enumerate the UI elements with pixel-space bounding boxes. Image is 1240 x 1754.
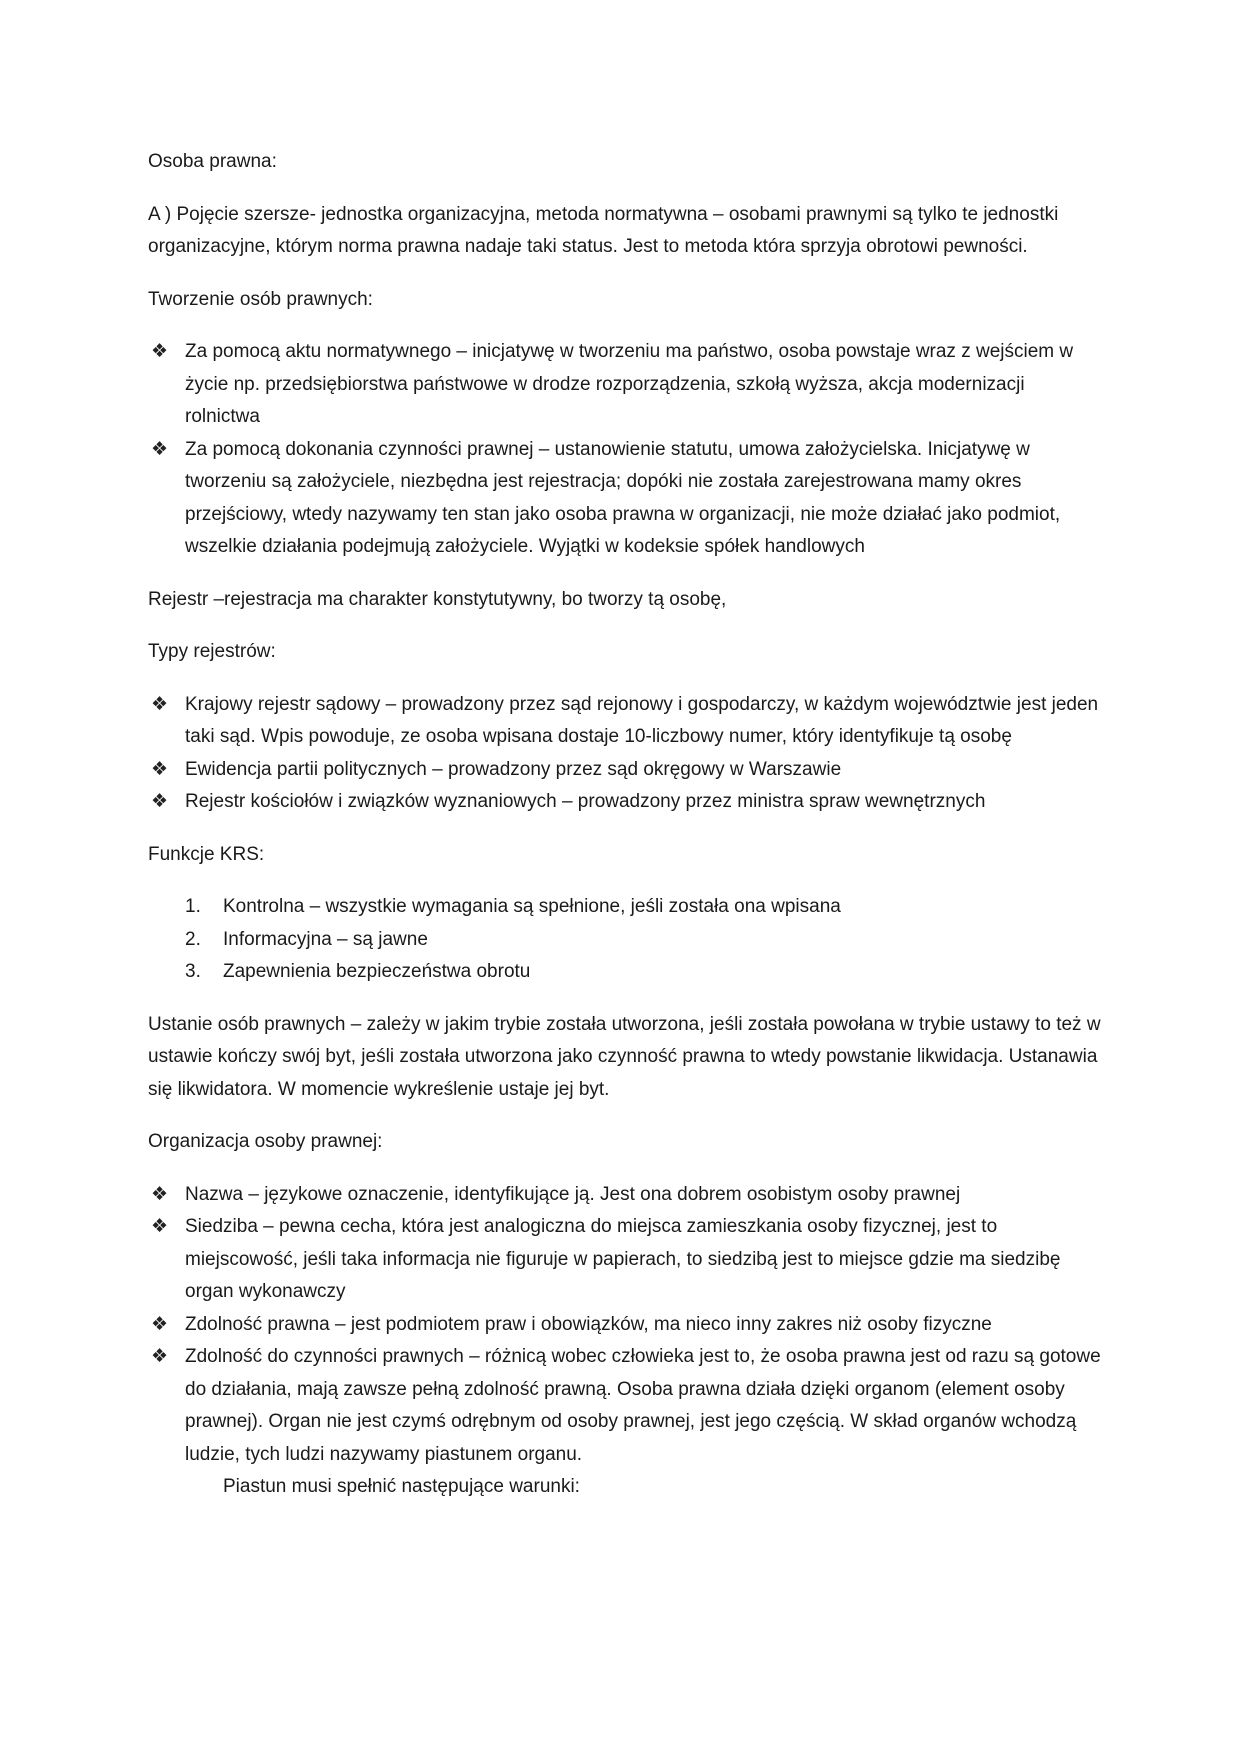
list-item: [148, 1179, 1103, 1212]
list-item-text: Informacyjna – są jawne: [223, 928, 428, 950]
funkcje-list: [148, 891, 1103, 989]
list-item: [148, 891, 1103, 924]
diamond-bullet-icon: ❖: [151, 1313, 169, 1335]
heading-typy-rejestrow: Typy rejestrów:: [148, 641, 276, 662]
list-item-text: Rejestr kościołów i związków wyznaniowych – prowadzony przez ministra spraw wewnętrznych: [185, 791, 986, 812]
tworzenie-list: [148, 336, 1103, 564]
diamond-bullet-icon: ❖: [151, 693, 169, 715]
diamond-bullet-icon: ❖: [151, 791, 169, 812]
list-item-text: Zdolność do czynności prawnych – różnicą wobec człowieka jest to, że osoba prawna jest od razu są gotowe do działania, mają zawsze pełną zdolność prawną. Osoba prawna działa dzięki organom (element osoby prawnej). Organ nie jest czymś odrębnym od osoby prawnej, jest jego częścią. W skład organów wchodzą ludzie, tych ludzi nazywamy piastunem organu.: [185, 1346, 1101, 1465]
list-number: 1.: [185, 896, 201, 917]
list-item-text: Krajowy rejestr sądowy – prowadzony przez sąd rejonowy i gospodarczy, w każdym województwie jest jeden taki sąd. Wpis powoduje, ze osoba wpisana dostaje 10-liczbowy numer, który identyfikuje tą osobę: [185, 693, 1099, 747]
list-item-text: Kontrolna – wszystkie wymagania są spełnione, jeśli została ona wpisana: [223, 896, 841, 917]
list-item: [148, 786, 1103, 819]
list-item: [148, 956, 1103, 989]
document-body: [148, 146, 1103, 1504]
list-item: [148, 754, 1103, 787]
list-item-text: Nazwa – językowe oznaczenie, identyfikujące ją. Jest ona dobrem osobistym osoby prawnej: [185, 1183, 961, 1205]
typy-list: [148, 689, 1103, 819]
list-number: 2.: [185, 928, 201, 950]
diamond-bullet-icon: ❖: [151, 1216, 169, 1237]
diamond-bullet-icon: ❖: [151, 1346, 169, 1367]
list-number: 3.: [185, 961, 201, 982]
diamond-bullet-icon: ❖: [151, 1183, 169, 1205]
list-item: [148, 434, 1103, 564]
list-item-text: Zdolność prawna – jest podmiotem praw i obowiązków, ma nieco inny zakres niż osoby fizyczne: [185, 1313, 992, 1335]
list-item-text: Ewidencja partii politycznych – prowadzony przez sąd okręgowy w Warszawie: [185, 758, 842, 780]
heading-organizacja: Organizacja osoby prawnej:: [148, 1131, 383, 1152]
diamond-bullet-icon: ❖: [151, 758, 169, 780]
paragraph-rejestr: Rejestr –rejestracja ma charakter konstytutywny, bo tworzy tą osobę,: [148, 588, 727, 610]
heading-funkcje-krs: Funkcje KRS:: [148, 843, 265, 865]
diamond-bullet-icon: ❖: [151, 341, 169, 362]
organizacja-list: [148, 1179, 1103, 1472]
heading-osoba-prawna: Osoba prawna:: [148, 151, 277, 172]
list-item: [148, 924, 1103, 957]
heading-tworzenie: Tworzenie osób prawnych:: [148, 288, 373, 310]
list-item: [148, 336, 1103, 434]
list-item: [148, 689, 1103, 754]
diamond-bullet-icon: ❖: [151, 438, 169, 460]
paragraph-a: A ) Pojęcie szersze- jednostka organizacyjna, metoda normatywna – osobami prawnymi są tylko te jednostki organizacyjne, którym norma prawna nadaje taki status. Jest to metoda która sprzyja obrotowi pewności.: [148, 203, 1059, 257]
list-item-text: Siedziba – pewna cecha, która jest analogiczna do miejsca zamieszkania osoby fizycznej, jest to miejscowość, jeśli taka informacja nie figuruje w papierach, to siedzibą jest to miejsce gdzie ma siedzibę organ wykonawczy: [185, 1216, 1061, 1302]
list-item: [148, 1341, 1103, 1471]
list-item-text: Za pomocą aktu normatywnego – inicjatywę w tworzeniu ma państwo, osoba powstaje wraz z wejściem w życie np. przedsiębiorstwa państwowe w drodze rozporządzenia, szkołą wyższa, akcja modernizacji rolnictwa: [185, 341, 1074, 427]
list-item-text: Za pomocą dokonania czynności prawnej – ustanowienie statutu, umowa założycielska. Inicjatywę w tworzeniu są założyciele, niezbędna jest rejestracja; dopóki nie została zarejestrowana mamy okres przejściowy, wtedy nazywamy ten stan jako osoba prawna w organizacji, nie może działać jako podmiot, wszelkie działania podejmują założyciele. Wyjątki w kodeksie spółek handlowych: [185, 438, 1061, 557]
paragraph-ustanie: Ustanie osób prawnych – zależy w jakim trybie została utworzona, jeśli została powołana w trybie ustawy to też w ustawie kończy swój byt, jeśli została utworzona jako czynność prawna to wtedy powstanie likwidacja. Ustanawia się likwidatora. W momencie wykreślenie ustaje jej byt.: [148, 1013, 1101, 1100]
list-item-text: Zapewnienia bezpieczeństwa obrotu: [223, 961, 531, 982]
list-item: [148, 1309, 1103, 1342]
piastun-line: Piastun musi spełnić następujące warunki:: [223, 1476, 580, 1497]
list-item: [148, 1211, 1103, 1309]
